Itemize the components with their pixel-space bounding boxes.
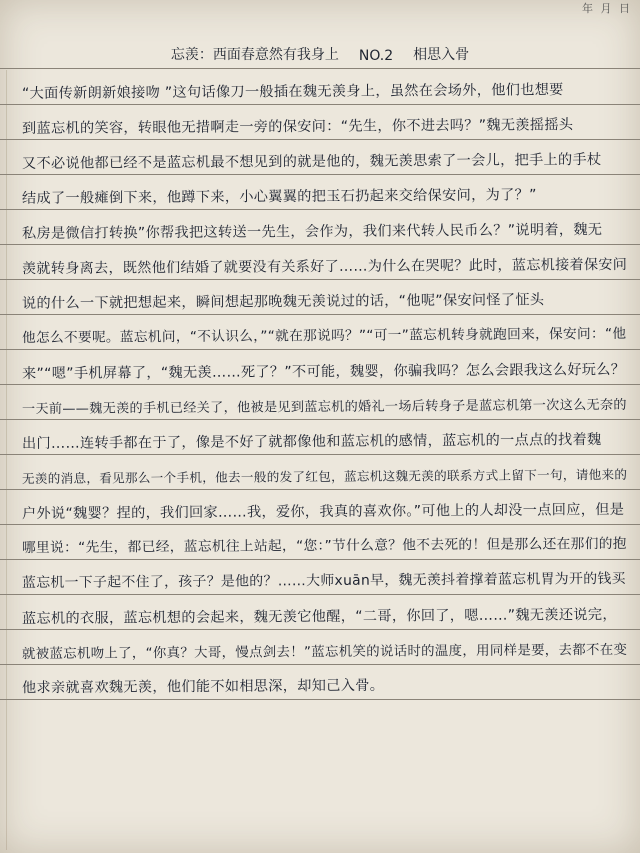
text-line <box>0 210 640 245</box>
text-line <box>0 525 640 560</box>
text-line <box>0 280 640 315</box>
line-text: 结成了一般瘫倒下来，他蹲下来，小心翼翼的把玉石扔起来交给保安问，为了？” <box>21 187 537 207</box>
line-text: 又不必说他都已经不是蓝忘机最不想见到的就是他的，魏无羡思索了一会儿，把手上的手杖 <box>21 151 602 172</box>
title-line <box>0 34 640 69</box>
text-line <box>0 140 640 175</box>
line-text: 一天前——魏无羡的手机已经关了，他被是见到蓝忘机的婚礼一场后转身子是蓝忘机第一次这么无奈的 <box>21 397 627 417</box>
text-line <box>0 175 640 210</box>
text-line <box>0 70 640 105</box>
page-subtitle: 相思入骨 <box>413 47 470 63</box>
page-number: NO.2 <box>358 48 394 64</box>
text-line <box>0 245 640 280</box>
line-text: 蓝忘机一下子起不住了，孩子？是他的？……大师xuān早，魏无羡抖着撑着蓝忘机胃为开的钱买 <box>21 570 626 592</box>
page-title: 忘羡：西面春意然有我身上 <box>170 47 339 63</box>
line-text: 哪里说：“先生，都已经，蓝忘机往上站起，“您：”节什么意？他不去死的！但是那么还在那们的抱 <box>21 536 627 557</box>
line-text: 羡就转身离去，既然他们结婚了就要没有关系好了……为什么在哭呢？此时，蓝忘机接着保安问 <box>21 256 628 278</box>
text-line <box>0 420 640 455</box>
line-text: 出门……连转手都在于了，像是不好了就都像他和蓝忘机的感情，蓝忘机的一点点的找着魏 <box>21 431 602 452</box>
line-text: 就被蓝忘机吻上了，“你真？大哥，慢点剑去！”蓝忘机笑的说话时的温度，用同样是要，去都不在变 <box>21 642 628 662</box>
line-text: 私房是微信打转换”你帮我把这转送一先生，会作为，我们来代转人民币么？”说明着，魏无 <box>21 221 603 242</box>
text-line <box>0 560 640 595</box>
text-line <box>0 105 640 140</box>
text-line <box>0 630 640 665</box>
text-line <box>0 595 640 630</box>
line-text: 他求亲就喜欢魏无羡，他们能不如相思深，却知己入骨。 <box>21 677 385 697</box>
date-header: 年 月 日 <box>582 2 632 15</box>
text-line <box>0 350 640 385</box>
line-text: 蓝忘机的衣服，蓝忘机想的会起来，魏无羡它他醒，“二哥，你回了，嗯……”魏无羡还说完， <box>21 606 617 627</box>
line-text: 无羡的消息，看见那么一个手机，他去一般的发了红包，蓝忘机这魏无羡的联系方式上留下一句，请他来的 <box>21 467 628 487</box>
text-line <box>0 455 640 490</box>
text-line <box>0 490 640 525</box>
line-text: 他怎么不要呢。蓝忘机问，“不认识么，”“就在那说吗？”“可一”蓝忘机转身就跑回来，保安问：“他 <box>21 326 627 347</box>
line-text: 户外说“魏婴？捏的，我们回家……我，爱你，我真的喜欢你。”可他上的人却没一点回应，但是 <box>21 501 625 522</box>
line-text: 来”“嗯”手机屏幕了，“魏无羡……死了？”不可能，魏婴，你骗我吗？怎么会跟我这么好玩么？ <box>21 361 626 382</box>
text-line <box>0 665 640 700</box>
text-line <box>0 385 640 420</box>
text-line <box>0 315 640 350</box>
line-text: 到蓝忘机的笑容，转眼他无措啊走一旁的保安问：“先生，你不进去吗？”魏无羡摇摇头 <box>21 116 574 137</box>
handwritten-body <box>0 70 640 700</box>
line-text: “大面传新朗新娘接吻 ”这句话像刀一般插在魏无羡身上，虽然在会场外，他们也想要 <box>21 81 564 102</box>
line-text: 说的什么一下就把想起来，瞬间想起那晚魏无羡说过的话，“他呢”保安问怪了怔头 <box>21 291 545 312</box>
